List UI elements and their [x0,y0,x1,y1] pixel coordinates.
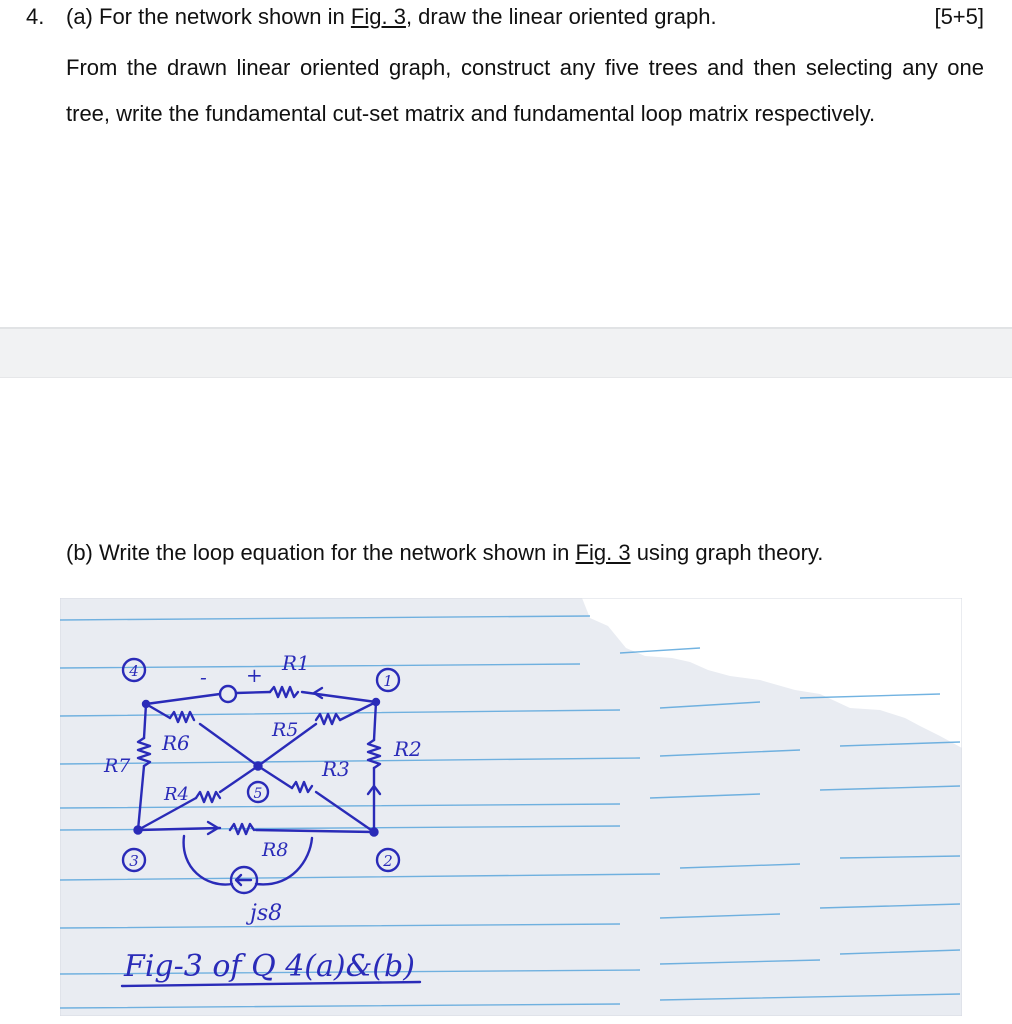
r6-label: R6 [162,731,190,755]
question-part-a-line [66,2,717,32]
r4-label: R4 [164,784,190,805]
r5-label: R5 [272,719,299,741]
figure-caption: Fig-3 of Q 4(a)&(b) [124,949,415,984]
part-a-suffix: , draw the linear oriented graph. [405,4,717,29]
r1-label: R1 [282,651,310,675]
r7-label: R7 [104,755,131,777]
fig3-link-b[interactable]: Fig. 3 [575,540,631,565]
question-part-b-line [66,538,823,568]
circuit-figure [60,598,962,1016]
fig3-link-a[interactable]: Fig. 3 [350,4,406,29]
figure-photo [60,598,962,1016]
part-a-prefix: (a) For the network shown in [66,4,351,29]
node-5-label: 5 [253,786,263,802]
section-separator [0,327,1012,378]
node-3-label: 3 [129,852,139,870]
node-1-label: 1 [383,672,393,690]
r8-label: R8 [262,839,289,861]
js8-label: js8 [250,901,283,926]
node-4-label: 4 [129,662,139,680]
plus-sign: + [246,663,263,687]
part-b-prefix: (b) Write the loop equation for the network shown in [66,540,576,565]
r3-label: R3 [322,757,350,781]
part-b-suffix: using graph theory. [630,540,824,565]
part-a-body: From the drawn linear oriented graph, construct any five trees and then selecting any one tree, write the fundamental cut-set matrix and fundamental loop matrix respectively. [66,55,984,126]
marks: [5+5] [934,4,984,29]
node-2-label: 2 [383,852,393,870]
minus-sign: - [200,665,207,689]
r2-label: R2 [394,737,422,761]
question-number: 4. [26,4,45,29]
